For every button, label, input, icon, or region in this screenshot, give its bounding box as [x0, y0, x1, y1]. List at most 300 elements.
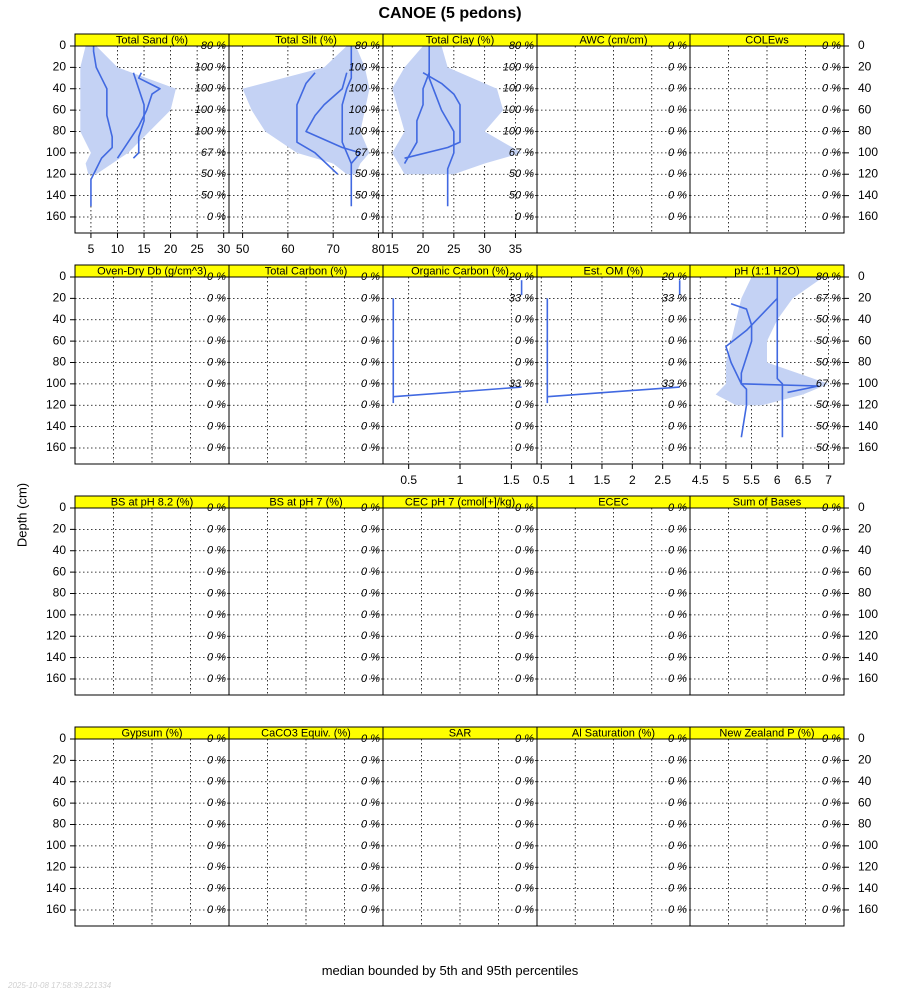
contributing-fraction-label: 0 %: [668, 210, 687, 223]
panel-10: [46, 496, 229, 695]
contributing-fraction-label: 0 %: [207, 501, 226, 514]
y-tick-label: 40: [858, 773, 872, 788]
contributing-fraction-label: 100 %: [348, 82, 380, 95]
contributing-fraction-label: 0 %: [515, 441, 534, 454]
panel-title: Sum of Bases: [732, 496, 802, 509]
contributing-fraction-label: 80 %: [354, 39, 380, 52]
y-tick-label: 60: [52, 333, 66, 348]
contributing-fraction-label: 100 %: [502, 125, 534, 138]
contributing-fraction-label: 50 %: [815, 399, 841, 412]
panel-8: [533, 265, 690, 487]
contributing-fraction-label: 0 %: [822, 566, 841, 579]
y-tick-label: 100: [45, 376, 66, 391]
y-tick-label: 0: [59, 269, 66, 284]
panel-frame: [537, 277, 690, 464]
panel-title: COLEws: [745, 34, 789, 47]
y-tick-label: 40: [858, 542, 872, 557]
y-tick-label: 140: [858, 649, 879, 664]
contributing-fraction-label: 0 %: [668, 651, 687, 664]
x-tick-label: 1: [568, 473, 575, 488]
contributing-fraction-label: 0 %: [515, 335, 534, 348]
y-tick-label: 60: [52, 795, 66, 810]
y-tick-label: 120: [858, 397, 879, 412]
contributing-fraction-label: 0 %: [822, 523, 841, 536]
contributing-fraction-label: 0 %: [361, 420, 380, 433]
contributing-fraction-label: 0 %: [822, 732, 841, 745]
panel-title: Organic Carbon (%): [411, 265, 509, 278]
contributing-fraction-label: 100 %: [502, 61, 534, 74]
contributing-fraction-label: 0 %: [361, 270, 380, 283]
y-tick-label: 160: [858, 440, 879, 455]
y-tick-label: 80: [858, 123, 872, 138]
contributing-fraction-label: 0 %: [207, 335, 226, 348]
contributing-fraction-label: 0 %: [822, 210, 841, 223]
contributing-fraction-label: 33 %: [508, 292, 534, 305]
contributing-fraction-label: 0 %: [668, 754, 687, 767]
x-tick-label: 1: [456, 473, 464, 488]
contributing-fraction-label: 0 %: [822, 61, 841, 74]
panel-title: Oven-Dry Db (g/cm^3): [97, 265, 207, 278]
x-tick-label: 2: [628, 473, 636, 488]
x-tick-label: 15: [385, 242, 399, 257]
y-axis-label: Depth (cm): [14, 482, 30, 548]
panel-18: [537, 727, 690, 926]
panel-title: BS at pH 7 (%): [269, 496, 343, 509]
contributing-fraction-label: 0 %: [822, 903, 841, 916]
y-tick-label: 140: [858, 187, 879, 202]
x-tick-label: 5.5: [743, 473, 760, 488]
contributing-fraction-label: 0 %: [361, 882, 380, 895]
panel-15: [46, 727, 229, 926]
y-tick-label: 140: [45, 418, 66, 433]
y-tick-label: 60: [858, 102, 872, 117]
contributing-fraction-label: 50 %: [354, 189, 380, 202]
contributing-fraction-label: 67 %: [354, 146, 380, 159]
contributing-fraction-label: 0 %: [207, 420, 226, 433]
y-tick-label: 40: [858, 311, 872, 326]
median-line: [393, 298, 521, 396]
contributing-fraction-label: 0 %: [207, 523, 226, 536]
contributing-fraction-label: 0 %: [207, 882, 226, 895]
y-tick-label: 100: [858, 607, 879, 622]
x-tick-label: 30: [477, 242, 492, 257]
contributing-fraction-label: 0 %: [822, 125, 841, 138]
contributing-fraction-label: 0 %: [668, 441, 687, 454]
y-tick-label: 160: [45, 209, 66, 224]
contributing-fraction-label: 0 %: [361, 210, 380, 223]
y-tick-label: 80: [52, 816, 66, 831]
y-tick-label: 120: [45, 166, 66, 181]
contributing-fraction-label: 50 %: [815, 313, 841, 326]
contributing-fraction-label: 0 %: [207, 672, 226, 685]
contributing-fraction-label: 0 %: [515, 210, 534, 223]
contributing-fraction-label: 0 %: [515, 420, 534, 433]
y-tick-label: 80: [52, 585, 66, 600]
panel-13: [537, 496, 690, 695]
contributing-fraction-label: 0 %: [668, 39, 687, 52]
contributing-fraction-label: 0 %: [668, 104, 687, 117]
contributing-fraction-label: 0 %: [207, 797, 226, 810]
contributing-fraction-label: 0 %: [515, 399, 534, 412]
contributing-fraction-label: 0 %: [207, 377, 226, 390]
x-tick-label: 80: [371, 242, 386, 257]
contributing-fraction-label: 0 %: [207, 861, 226, 874]
y-tick-label: 20: [52, 752, 66, 767]
contributing-fraction-label: 0 %: [822, 882, 841, 895]
contributing-fraction-label: 80 %: [815, 270, 841, 283]
panel-title: Gypsum (%): [121, 727, 183, 740]
contributing-fraction-label: 100 %: [194, 61, 226, 74]
contributing-fraction-label: 0 %: [361, 544, 380, 557]
contributing-fraction-label: 0 %: [668, 882, 687, 895]
contributing-fraction-label: 0 %: [822, 818, 841, 831]
contributing-fraction-label: 20 %: [661, 270, 687, 283]
y-tick-label: 100: [858, 376, 879, 391]
contributing-fraction-label: 0 %: [515, 754, 534, 767]
contributing-fraction-label: 0 %: [361, 672, 380, 685]
contributing-fraction-label: 0 %: [361, 775, 380, 788]
contributing-fraction-label: 67 %: [815, 292, 841, 305]
contributing-fraction-label: 100 %: [348, 104, 380, 117]
chart-title: CANOE (5 pedons): [378, 5, 522, 22]
y-tick-label: 60: [52, 102, 66, 117]
y-tick-label: 80: [52, 123, 66, 138]
contributing-fraction-label: 0 %: [515, 861, 534, 874]
contributing-fraction-label: 0 %: [822, 544, 841, 557]
contributing-fraction-label: 0 %: [668, 608, 687, 621]
contributing-fraction-label: 33 %: [661, 377, 687, 390]
contributing-fraction-label: 50 %: [508, 189, 534, 202]
contributing-fraction-label: 0 %: [668, 168, 687, 181]
y-tick-label: 160: [858, 902, 879, 917]
contributing-fraction-label: 0 %: [515, 356, 534, 369]
y-tick-label: 0: [59, 731, 66, 746]
contributing-fraction-label: 50 %: [815, 441, 841, 454]
contributing-fraction-label: 0 %: [515, 566, 534, 579]
y-tick-label: 140: [45, 187, 66, 202]
contributing-fraction-label: 0 %: [207, 630, 226, 643]
contributing-fraction-label: 0 %: [361, 818, 380, 831]
contributing-fraction-label: 0 %: [207, 566, 226, 579]
contributing-fraction-label: 50 %: [815, 335, 841, 348]
y-tick-label: 140: [858, 418, 879, 433]
panel-title: BS at pH 8.2 (%): [110, 496, 194, 509]
panel-title: Al Saturation (%): [571, 727, 656, 740]
contributing-fraction-label: 100 %: [348, 61, 380, 74]
contributing-fraction-label: 50 %: [815, 356, 841, 369]
contributing-fraction-label: 0 %: [822, 672, 841, 685]
contributing-fraction-label: 0 %: [822, 82, 841, 95]
x-tick-label: 20: [416, 242, 430, 257]
contributing-fraction-label: 0 %: [361, 630, 380, 643]
contributing-fraction-label: 0 %: [361, 861, 380, 874]
x-tick-label: 20: [163, 242, 178, 257]
x-tick-label: 4.5: [691, 473, 709, 488]
contributing-fraction-label: 0 %: [822, 775, 841, 788]
contributing-fraction-label: 67 %: [508, 146, 534, 159]
contributing-fraction-label: 0 %: [668, 566, 687, 579]
contributing-fraction-label: 0 %: [515, 630, 534, 643]
contributing-fraction-label: 0 %: [668, 587, 687, 600]
contributing-fraction-label: 0 %: [822, 651, 841, 664]
contributing-fraction-label: 100 %: [194, 125, 226, 138]
panel-title: Total Silt (%): [275, 34, 337, 47]
contributing-fraction-label: 0 %: [361, 732, 380, 745]
contributing-fraction-label: 100 %: [194, 104, 226, 117]
contributing-fraction-label: 0 %: [515, 587, 534, 600]
y-tick-label: 120: [45, 628, 66, 643]
y-tick-label: 60: [858, 795, 872, 810]
contributing-fraction-label: 0 %: [515, 544, 534, 557]
y-tick-label: 120: [45, 859, 66, 874]
contributing-fraction-label: 0 %: [361, 399, 380, 412]
contributing-fraction-label: 100 %: [502, 104, 534, 117]
panel-title: CaCO3 Equiv. (%): [261, 727, 351, 740]
y-tick-label: 0: [858, 731, 865, 746]
contributing-fraction-label: 0 %: [822, 587, 841, 600]
y-tick-label: 20: [858, 290, 872, 305]
contributing-fraction-label: 0 %: [668, 420, 687, 433]
contributing-fraction-label: 0 %: [361, 754, 380, 767]
y-tick-label: 40: [52, 311, 66, 326]
panel-14: [690, 496, 878, 695]
contributing-fraction-label: 0 %: [207, 732, 226, 745]
contributing-fraction-label: 0 %: [515, 523, 534, 536]
contributing-fraction-label: 0 %: [822, 630, 841, 643]
contributing-fraction-label: 0 %: [668, 335, 687, 348]
panel-title: Total Carbon (%): [264, 265, 348, 278]
x-tick-label: 25: [190, 242, 204, 257]
contributing-fraction-label: 0 %: [361, 356, 380, 369]
y-tick-label: 40: [52, 542, 66, 557]
contributing-fraction-label: 0 %: [668, 544, 687, 557]
panel-title: AWC (cm/cm): [579, 34, 648, 47]
panel-title: SAR: [448, 727, 472, 740]
contributing-fraction-label: 0 %: [668, 839, 687, 852]
y-tick-label: 100: [45, 145, 66, 160]
y-tick-label: 120: [858, 166, 879, 181]
y-tick-label: 160: [858, 671, 879, 686]
contributing-fraction-label: 0 %: [515, 672, 534, 685]
y-tick-label: 0: [858, 269, 865, 284]
contributing-fraction-label: 80 %: [508, 39, 534, 52]
contributing-fraction-label: 100 %: [502, 82, 534, 95]
contributing-fraction-label: 0 %: [361, 377, 380, 390]
contributing-fraction-label: 0 %: [207, 210, 226, 223]
panel-19: [690, 727, 878, 926]
panel-0: [46, 34, 231, 256]
contributing-fraction-label: 0 %: [822, 501, 841, 514]
median-line: [547, 298, 679, 396]
contributing-fraction-label: 0 %: [822, 168, 841, 181]
y-tick-label: 160: [858, 209, 879, 224]
y-tick-label: 0: [858, 500, 865, 515]
contributing-fraction-label: 50 %: [200, 189, 226, 202]
contributing-fraction-label: 0 %: [361, 797, 380, 810]
y-tick-label: 20: [52, 521, 66, 536]
y-tick-label: 100: [45, 607, 66, 622]
contributing-fraction-label: 0 %: [207, 608, 226, 621]
y-tick-label: 20: [858, 521, 872, 536]
y-tick-label: 80: [858, 354, 872, 369]
contributing-fraction-label: 0 %: [207, 775, 226, 788]
contributing-fraction-label: 0 %: [515, 797, 534, 810]
contributing-fraction-label: 0 %: [822, 797, 841, 810]
contributing-fraction-label: 0 %: [822, 189, 841, 202]
x-tick-label: 0.5: [532, 473, 550, 488]
panel-11: [229, 496, 383, 695]
timestamp: 2025-10-08 17:58:39.221334: [8, 981, 112, 990]
contributing-fraction-label: 67 %: [200, 146, 226, 159]
percentile-band: [80, 46, 176, 174]
contributing-fraction-label: 20 %: [508, 270, 534, 283]
y-tick-label: 80: [858, 585, 872, 600]
y-tick-label: 140: [45, 649, 66, 664]
x-tick-label: 5: [87, 242, 95, 257]
contributing-fraction-label: 0 %: [822, 608, 841, 621]
contributing-fraction-label: 0 %: [207, 903, 226, 916]
contributing-fraction-label: 0 %: [361, 587, 380, 600]
x-tick-label: 6: [773, 473, 781, 488]
contributing-fraction-label: 0 %: [515, 882, 534, 895]
contributing-fraction-label: 0 %: [668, 61, 687, 74]
contributing-fraction-label: 0 %: [668, 501, 687, 514]
contributing-fraction-label: 0 %: [207, 441, 226, 454]
contributing-fraction-label: 0 %: [515, 313, 534, 326]
contributing-fraction-label: 0 %: [668, 125, 687, 138]
panel-title: Total Sand (%): [115, 34, 189, 47]
x-tick-label: 15: [137, 242, 151, 257]
contributing-fraction-label: 50 %: [508, 168, 534, 181]
contributing-fraction-label: 0 %: [361, 608, 380, 621]
y-tick-label: 0: [858, 38, 865, 53]
y-tick-label: 60: [858, 333, 872, 348]
y-tick-label: 40: [52, 80, 66, 95]
y-tick-label: 140: [858, 880, 879, 895]
contributing-fraction-label: 0 %: [668, 672, 687, 685]
contributing-fraction-label: 0 %: [361, 651, 380, 664]
contributing-fraction-label: 0 %: [668, 146, 687, 159]
contributing-fraction-label: 0 %: [361, 903, 380, 916]
y-tick-label: 160: [45, 902, 66, 917]
y-tick-label: 120: [858, 628, 879, 643]
contributing-fraction-label: 0 %: [515, 651, 534, 664]
contributing-fraction-label: 0 %: [822, 839, 841, 852]
contributing-fraction-label: 0 %: [668, 797, 687, 810]
x-tick-label: 70: [326, 242, 340, 257]
y-tick-label: 120: [858, 859, 879, 874]
panel-title: pH (1:1 H2O): [734, 265, 800, 278]
x-tick-label: 10: [110, 242, 125, 257]
contributing-fraction-label: 0 %: [361, 523, 380, 536]
x-tick-label: 0.5: [400, 473, 418, 488]
contributing-fraction-label: 0 %: [361, 335, 380, 348]
contributing-fraction-label: 0 %: [668, 82, 687, 95]
contributing-fraction-label: 0 %: [207, 839, 226, 852]
panel-3: [537, 34, 690, 233]
contributing-fraction-label: 0 %: [668, 903, 687, 916]
y-tick-label: 0: [59, 38, 66, 53]
contributing-fraction-label: 0 %: [207, 544, 226, 557]
contributing-fraction-label: 0 %: [668, 861, 687, 874]
y-tick-label: 120: [45, 397, 66, 412]
panel-title: Est. OM (%): [583, 265, 644, 278]
y-tick-label: 160: [45, 671, 66, 686]
y-tick-label: 0: [59, 500, 66, 515]
y-tick-label: 20: [858, 752, 872, 767]
contributing-fraction-label: 50 %: [354, 168, 380, 181]
x-tick-label: 5: [722, 473, 730, 488]
x-tick-label: 1.5: [502, 473, 520, 488]
contributing-fraction-label: 50 %: [200, 168, 226, 181]
contributing-fraction-label: 80 %: [200, 39, 226, 52]
contributing-fraction-label: 0 %: [361, 292, 380, 305]
contributing-fraction-label: 0 %: [668, 356, 687, 369]
panel-16: [229, 727, 383, 926]
panel-5: [46, 265, 229, 464]
x-tick-label: 50: [235, 242, 250, 257]
y-tick-label: 100: [45, 838, 66, 853]
contributing-fraction-label: 0 %: [515, 839, 534, 852]
contributing-fraction-label: 0 %: [361, 441, 380, 454]
x-tick-label: 60: [281, 242, 295, 257]
panel-6: [229, 265, 383, 464]
contributing-fraction-label: 0 %: [361, 839, 380, 852]
panel-12: [383, 496, 537, 695]
contributing-fraction-label: 0 %: [207, 818, 226, 831]
x-tick-label: 25: [447, 242, 461, 257]
contributing-fraction-label: 0 %: [207, 270, 226, 283]
contributing-fraction-label: 50 %: [815, 420, 841, 433]
contributing-fraction-label: 0 %: [822, 146, 841, 159]
y-tick-label: 40: [858, 80, 872, 95]
panel-title: ECEC: [598, 496, 629, 509]
contributing-fraction-label: 0 %: [822, 104, 841, 117]
y-tick-label: 60: [52, 564, 66, 579]
x-tick-label: 35: [508, 242, 523, 257]
contributing-fraction-label: 0 %: [668, 732, 687, 745]
contributing-fraction-label: 0 %: [515, 775, 534, 788]
contributing-fraction-label: 0 %: [515, 903, 534, 916]
contributing-fraction-label: 0 %: [668, 818, 687, 831]
contributing-fraction-label: 0 %: [207, 399, 226, 412]
y-tick-label: 20: [52, 59, 66, 74]
contributing-fraction-label: 0 %: [207, 356, 226, 369]
panel-title: Total Clay (%): [425, 34, 495, 47]
panel-1: [229, 34, 385, 256]
panel-2: [383, 34, 537, 256]
x-tick-label: 6.5: [794, 473, 812, 488]
y-tick-label: 80: [858, 816, 872, 831]
y-tick-label: 80: [52, 354, 66, 369]
y-tick-label: 60: [858, 564, 872, 579]
contributing-fraction-label: 0 %: [822, 39, 841, 52]
panel-7: [383, 265, 537, 487]
contributing-fraction-label: 0 %: [361, 313, 380, 326]
contributing-fraction-label: 0 %: [207, 754, 226, 767]
contributing-fraction-label: 100 %: [194, 82, 226, 95]
contributing-fraction-label: 0 %: [668, 399, 687, 412]
contributing-fraction-label: 0 %: [515, 818, 534, 831]
contributing-fraction-label: 0 %: [668, 630, 687, 643]
y-tick-label: 100: [858, 145, 879, 160]
contributing-fraction-label: 0 %: [207, 587, 226, 600]
contributing-fraction-label: 0 %: [515, 732, 534, 745]
y-tick-label: 20: [52, 290, 66, 305]
contributing-fraction-label: 0 %: [361, 501, 380, 514]
panel-17: [383, 727, 537, 926]
panel-9: [690, 265, 878, 487]
